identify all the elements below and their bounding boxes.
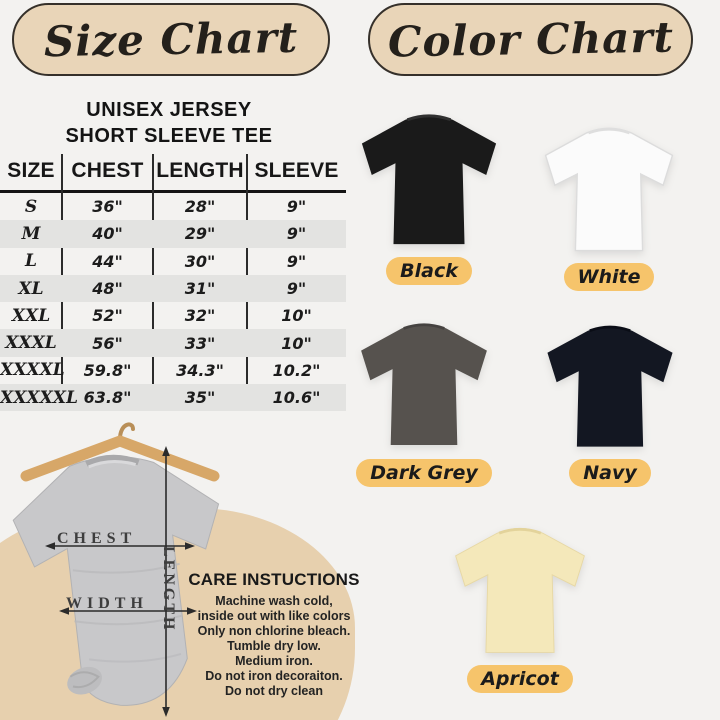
color-label: Dark Grey: [370, 462, 478, 484]
tshirt-icon: [350, 104, 508, 252]
sleeve-cell: 9": [286, 197, 307, 217]
size-table: [0, 152, 346, 414]
sleeve-cell: 10": [281, 306, 312, 326]
table-row: [0, 220, 346, 247]
chest-cell: 56": [92, 333, 123, 353]
size-chart-heading-pill: [12, 3, 330, 76]
product-title: [0, 97, 338, 149]
length-cell: 32": [184, 306, 216, 326]
size-cell: XXXXXL: [0, 387, 78, 408]
length-cell: 31": [184, 279, 216, 299]
chest-cell: 59.8": [83, 360, 132, 380]
color-label: White: [577, 266, 641, 288]
color-swatch-apricot: [443, 518, 597, 693]
length-cell: 29": [184, 224, 216, 244]
size-cell: XL: [18, 278, 44, 299]
size-cell: M: [21, 223, 41, 244]
color-label-pill: [569, 459, 651, 487]
color-label: Apricot: [481, 668, 559, 690]
sleeve-cell: 10.2": [272, 360, 321, 380]
table-row: [0, 302, 346, 329]
color-swatch-black: [350, 104, 508, 285]
product-title-line2: SHORT SLEEVE TEE: [65, 125, 273, 147]
size-cell: XXXXL: [0, 360, 65, 381]
care-line: Do not iron decoraiton.: [205, 669, 343, 683]
column-header-sleeve: SLEEVE: [254, 159, 339, 182]
table-row: [0, 329, 346, 356]
tshirt-icon: [350, 312, 498, 454]
size-cell: S: [24, 196, 38, 217]
size-cell: L: [25, 251, 37, 272]
chest-cell: 48": [92, 279, 123, 299]
table-row: [0, 248, 346, 275]
sleeve-cell: 10.6": [272, 388, 321, 408]
color-label-pill: [564, 263, 655, 291]
table-row: [0, 384, 346, 411]
care-line: Medium iron.: [235, 654, 313, 668]
length-cell: 30": [184, 251, 216, 271]
size-table-header: [0, 152, 346, 190]
sleeve-cell: 10": [281, 333, 312, 353]
length-cell: 33": [184, 333, 216, 353]
chest-cell: 63.8": [83, 388, 132, 408]
length-measure-label: LENGTH: [160, 546, 177, 633]
chest-cell: 52": [92, 306, 123, 326]
color-label: Navy: [583, 462, 637, 484]
column-header-chest: CHEST: [71, 159, 144, 182]
care-line: Do not dry clean: [225, 684, 323, 698]
sleeve-cell: 9": [286, 279, 307, 299]
table-row: [0, 357, 346, 384]
sleeve-cell: 9": [286, 251, 307, 271]
care-line: inside out with like colors: [197, 609, 351, 623]
chest-cell: 36": [92, 197, 123, 217]
column-header-size: SIZE: [7, 159, 55, 182]
chest-cell: 40": [92, 224, 123, 244]
size-table-body: [0, 193, 346, 411]
tshirt-icon: [443, 518, 597, 660]
size-chart-heading: Size Chart: [43, 12, 299, 67]
length-cell: 34.3": [176, 360, 224, 380]
color-label-pill: [356, 459, 491, 487]
table-row: [0, 193, 346, 220]
size-cell: XXL: [11, 305, 51, 326]
chest-cell: 44": [92, 251, 123, 271]
tshirt-icon: [532, 118, 686, 258]
length-cell: 28": [184, 197, 216, 217]
care-line: Only non chlorine bleach.: [197, 624, 351, 638]
size-cell: XXXL: [5, 333, 57, 354]
care-line: Tumble dry low.: [227, 639, 321, 653]
color-swatch-dark-grey: [350, 312, 498, 487]
width-measure-label: WIDTH: [66, 595, 148, 612]
care-instructions-title: CARE INSTUCTIONS: [188, 570, 360, 589]
care-instructions: [186, 570, 362, 699]
column-header-length: LENGTH: [156, 159, 244, 182]
tshirt-icon: [535, 316, 685, 454]
color-swatch-navy: [535, 316, 685, 487]
color-label-pill: [467, 665, 573, 693]
color-swatch-white: [532, 118, 686, 291]
chest-measure-label: CHEST: [57, 530, 137, 547]
sleeve-cell: 9": [286, 224, 307, 244]
product-title-line1: UNISEX JERSEY: [86, 99, 252, 121]
color-chart-heading-pill: [368, 3, 693, 76]
care-line: Machine wash cold,: [215, 594, 333, 608]
color-label-pill: [386, 257, 472, 285]
length-cell: 35": [184, 388, 216, 408]
table-row: [0, 275, 346, 302]
color-chart-heading: Color Chart: [387, 12, 674, 67]
color-label: Black: [400, 260, 458, 282]
